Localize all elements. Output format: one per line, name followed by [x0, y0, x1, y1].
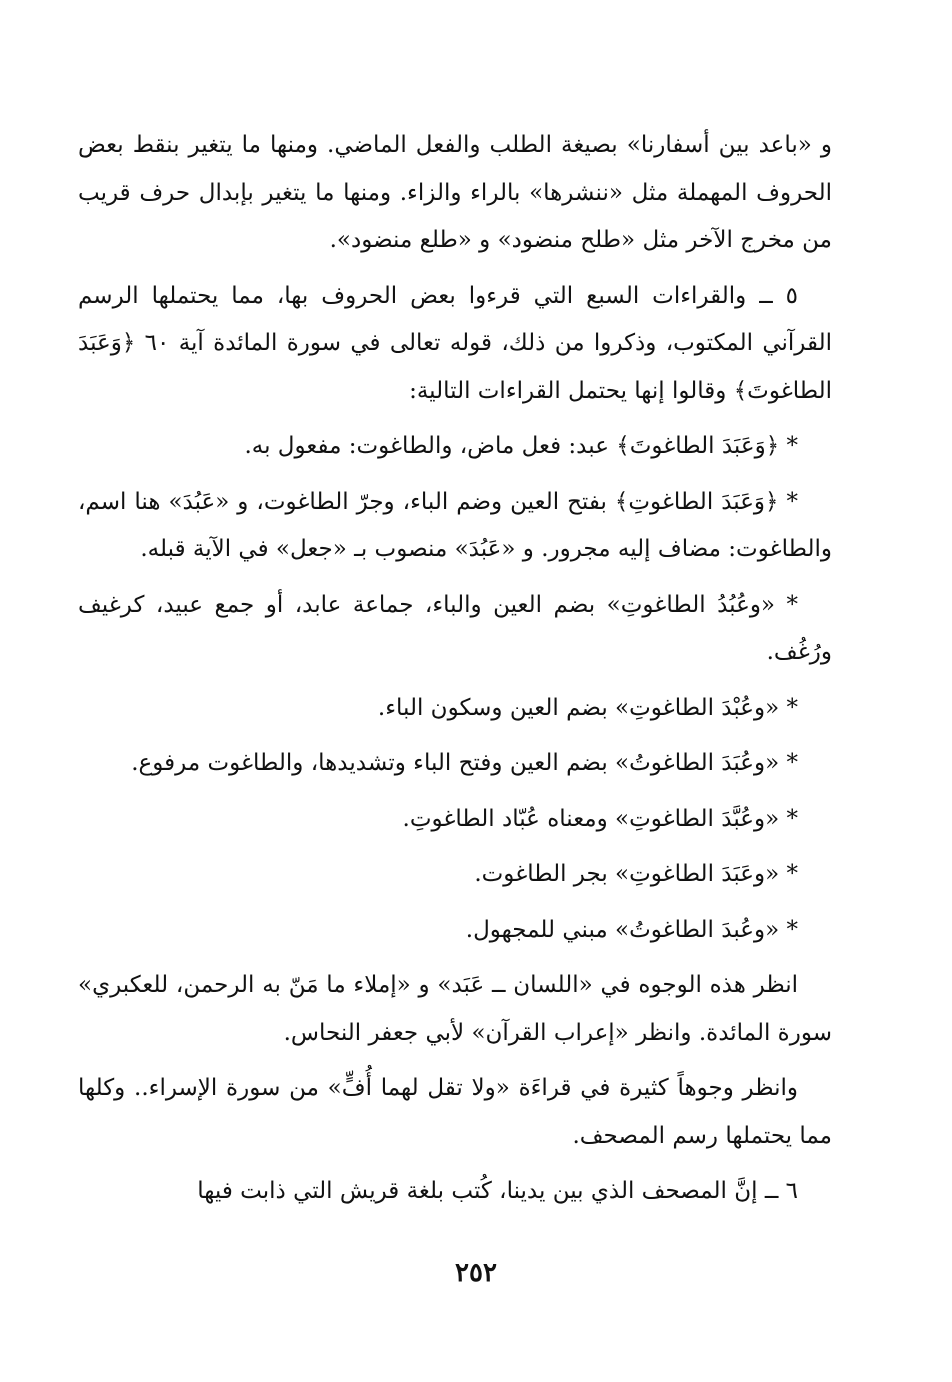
list-item-reading-8: * «وعُبدَ الطاغوتُ» مبني للمجهول. [465, 916, 798, 943]
list-item-reading-4: * «وعُبْدَ الطاغوتِ» بضم العين وسكون الباء. [377, 694, 798, 721]
list-item-reading-1: * ﴿وَعَبَدَ الطاغوتَ﴾ عبد: فعل ماض، والطاغوت: مفعول به. [244, 433, 798, 459]
list-item-reading-3: * «وعُبُدُ الطاغوتِ» بضم العين والباء، جماعة عابد، أو جمع عبيد، كرغيف ورُغُف. [78, 591, 832, 665]
paragraph-quraysh-dialect: ٦ ــ إنَّ المصحف الذي بين يدينا، كُتب بلغة قريش التي ذابت فيها [197, 1178, 798, 1204]
list-item-reading-7: * «وعَبَدَ الطاغوتِ» بجر الطاغوت. [474, 861, 798, 887]
paragraph-references: انظر هذه الوجوه في «اللسان ــ عَبَد» و «إملاء ما مَنّ به الرحمن، للعكبري» سورة المائدة. وانظر «إعراب القرآن» لأبي جعفر النحاس. [78, 972, 832, 1046]
paragraph-readings-variants: و «باعد بين أسفارنا» بصيغة الطلب والفعل الماضي. ومنها ما يتغير بنقط بعض الحروف المهملة مثل «ننشرها» بالراء والزاء. ومنها ما يتغير بإبدال حرف قريب من مخرج الآخر مثل «طلح منضود» و «طلع منضود». [78, 132, 832, 253]
list-item-reading-2: * ﴿وَعَبَدَ الطاغوتِ﴾ بفتح العين وضم الباء، وجرّ الطاغوت، و «عَبُدَ» هنا اسم، والطاغوت: مضاف إليه مجرور. و «عَبُدَ» منصوب بـ «جعل» في الآية قبله. [78, 488, 832, 562]
page-number: ٢٥٢ [455, 1258, 497, 1288]
list-item-reading-6: * «وعُبَّدَ الطاغوتِ» ومعناه عُبّاد الطاغوتِ. [402, 805, 798, 832]
list-item-reading-5: * «وعُبَدَ الطاغوتُ» بضم العين وفتح الباء وتشديدها، والطاغوت مرفوع. [131, 750, 798, 776]
paragraph-more-readings: وانظر وجوهاً كثيرة في قراءَة «ولا تقل لهما أُفٍّ» من سورة الإسراء.. وكلها مما يحتملها رسم المصحف. [78, 1075, 832, 1149]
page-text-body [78, 122, 832, 1224]
paragraph-seven-readings: ٥ ــ والقراءات السبع التي قرءوا بعض الحروف بها، مما يحتملها الرسم القرآني المكتوب، وذكروا من ذلك، قوله تعالى في سورة المائدة آية ٦٠ ﴿وَعَبَدَ الطاغوتَ﴾ وقالوا إنها يحتمل القراءات التالية: [78, 282, 832, 404]
